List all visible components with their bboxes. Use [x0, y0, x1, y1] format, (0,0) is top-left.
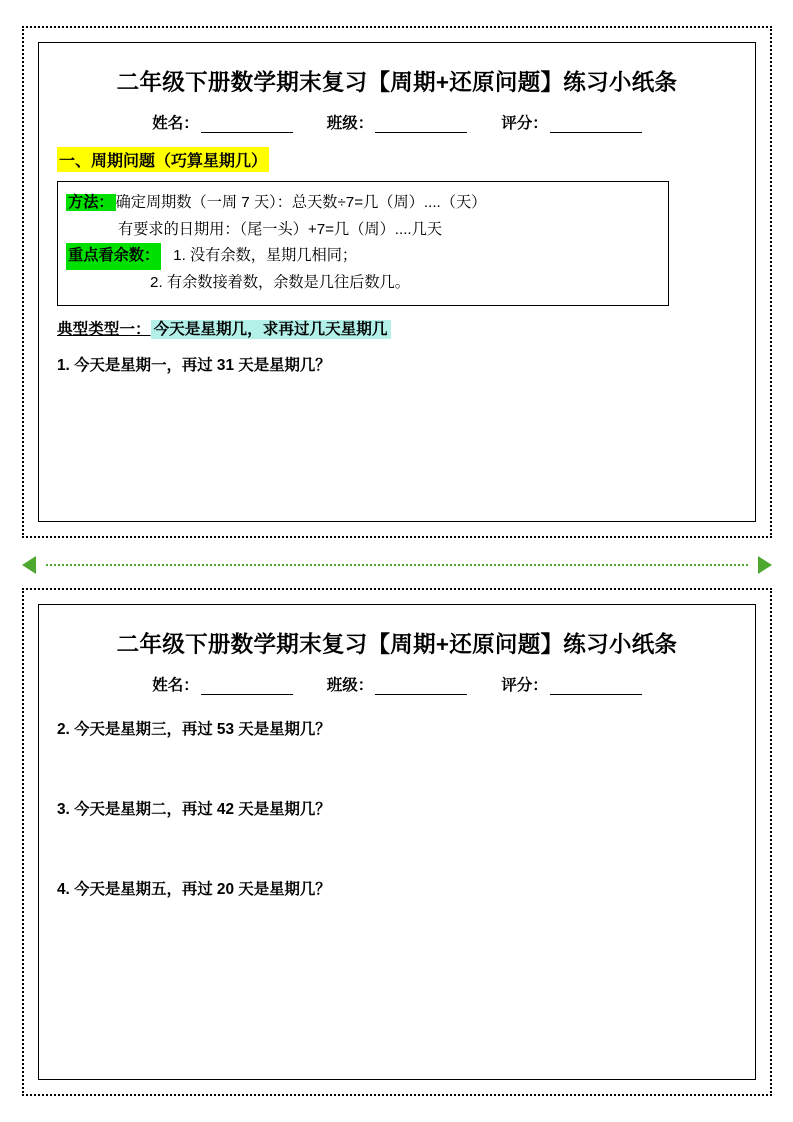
name-blank-2[interactable]	[201, 679, 293, 695]
type-banner-wrap	[57, 306, 737, 339]
question-item: 3. 今天是星期二，再过 42 天是星期几？	[57, 801, 331, 818]
focus-text-2: 2. 有余数接着数，余数是几往后数几。	[150, 273, 410, 291]
class-label-2: 班级：	[326, 677, 374, 694]
worksheet-card-2	[22, 588, 772, 1096]
score-label-1: 评分：	[501, 115, 548, 132]
name-field-1	[152, 111, 293, 133]
cut-line-dots	[46, 564, 748, 566]
class-field-1	[327, 111, 468, 133]
method-line-2: 有要求的日期用：（尾一头）+7=几（周）....几天	[118, 220, 443, 238]
worksheet-card-1-inner	[38, 42, 756, 522]
focus-tag: 重点看余数：	[66, 243, 161, 270]
student-meta-row-2	[57, 673, 737, 695]
type-banner	[57, 317, 391, 339]
score-field-2	[501, 673, 642, 695]
class-field-2	[327, 673, 468, 695]
name-blank-1[interactable]	[201, 117, 293, 133]
page-title-2: 二年级下册数学期末复习【周期+还原问题】练习小纸条	[116, 632, 678, 657]
page-title-1: 二年级下册数学期末复习【周期+还原问题】练习小纸条	[116, 70, 678, 95]
worksheet-card-2-inner	[38, 604, 756, 1080]
method-text: 确定周期数（一周 7 天）：总天数÷7=几（周）....（天）	[115, 194, 487, 211]
student-meta-row-1	[57, 111, 737, 133]
section-heading-wrap	[57, 133, 737, 172]
score-blank-2[interactable]	[550, 679, 642, 695]
score-blank-1[interactable]	[550, 117, 642, 133]
class-label-1: 班级：	[326, 115, 374, 132]
type-banner-text: 今天是星期几，求再过几天星期几	[151, 320, 391, 339]
type-banner-lead: 典型类型一：	[57, 321, 151, 339]
class-blank-2[interactable]	[375, 679, 467, 695]
scissors-left-arrow-icon	[22, 556, 36, 574]
score-label-2: 评分：	[501, 677, 548, 694]
name-label-1: 姓名：	[152, 115, 199, 132]
score-field-1	[501, 111, 642, 133]
section-heading: 一、周期问题（巧算星期几）	[57, 147, 269, 172]
scissors-right-arrow-icon	[758, 556, 772, 574]
name-label-2: 姓名：	[152, 677, 199, 694]
question-item: 2. 今天是星期三，再过 53 天是星期几？	[57, 721, 331, 738]
class-blank-1[interactable]	[375, 117, 467, 133]
method-box	[57, 181, 669, 306]
method-tag: 方法：	[68, 194, 114, 211]
question-item: 1. 今天是星期一，再过 31 天是星期几？	[57, 357, 331, 375]
name-field-2	[152, 673, 293, 695]
worksheet-card-1	[22, 26, 772, 538]
focus-line-1	[66, 243, 658, 270]
cut-line	[22, 556, 772, 574]
focus-text-1: 1. 没有余数，星期几相同；	[173, 247, 358, 265]
question-item: 4. 今天是星期五，再过 20 天是星期几？	[57, 881, 331, 898]
method-line-1	[66, 190, 658, 217]
